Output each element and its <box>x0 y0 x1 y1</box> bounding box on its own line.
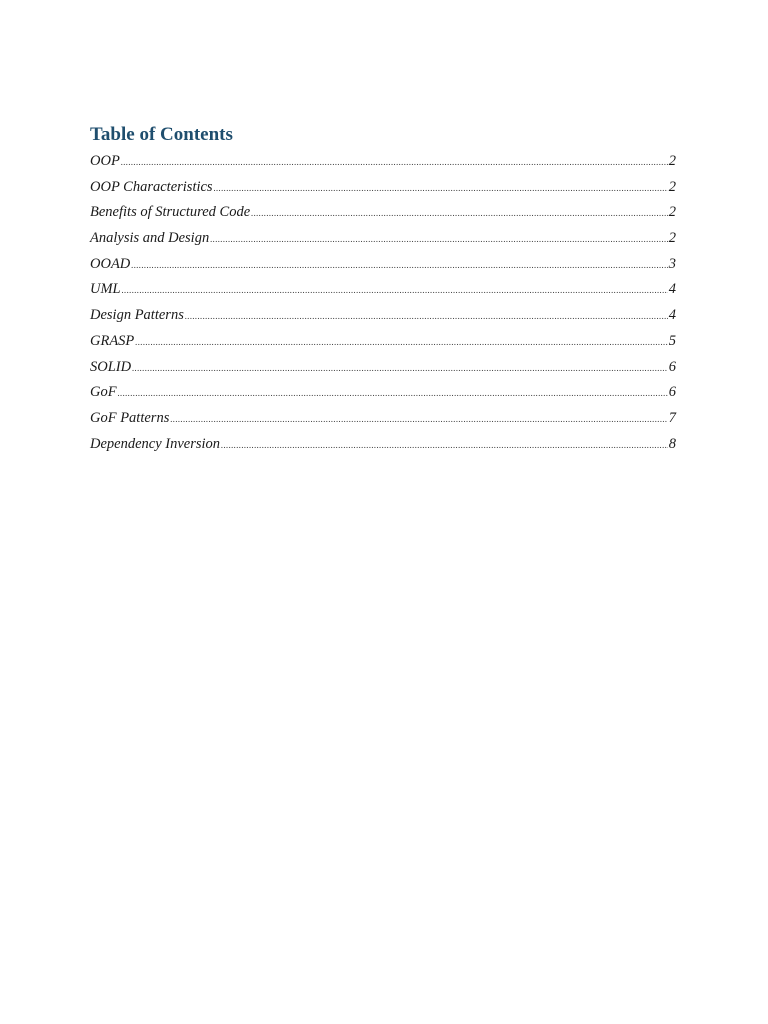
toc-dot-leader <box>122 285 668 295</box>
toc-entry-label: SOLID <box>90 358 132 375</box>
toc-entry-page-number: 3 <box>668 255 676 272</box>
toc-list <box>90 153 676 461</box>
toc-entry-label: GoF Patterns <box>90 409 170 426</box>
toc-dot-leader <box>118 388 668 398</box>
toc-entry-benefits-of-structured-code[interactable] <box>90 204 676 230</box>
toc-entry-page-number: 2 <box>668 204 676 221</box>
toc-entry-page-number: 6 <box>668 384 676 401</box>
toc-entry-label: Design Patterns <box>90 307 184 324</box>
toc-entry-label: UML <box>90 281 121 298</box>
toc-dot-leader <box>121 157 668 167</box>
toc-entry-page-number: 7 <box>668 409 676 426</box>
toc-dot-leader <box>170 414 667 424</box>
toc-title: Table of Contents <box>90 124 233 145</box>
toc-entry-page-number: 2 <box>668 230 676 247</box>
toc-entry-label: GRASP <box>90 332 135 349</box>
toc-entry-grasp[interactable] <box>90 333 676 359</box>
toc-entry-page-number: 8 <box>668 435 676 452</box>
toc-entry-page-number: 2 <box>668 178 676 195</box>
toc-entry-solid[interactable] <box>90 359 676 385</box>
toc-entry-label: Dependency Inversion <box>90 435 221 452</box>
toc-entry-design-patterns[interactable] <box>90 307 676 333</box>
toc-entry-label: OOP Characteristics <box>90 178 213 195</box>
toc-entry-label: Analysis and Design <box>90 230 210 247</box>
toc-entry-uml[interactable] <box>90 281 676 307</box>
toc-dot-leader <box>132 363 668 373</box>
toc-entry-page-number: 5 <box>668 332 676 349</box>
toc-dot-leader <box>214 183 668 193</box>
toc-entry-oop[interactable] <box>90 153 676 179</box>
toc-dot-leader <box>251 208 668 218</box>
toc-entry-label: OOP <box>90 153 120 169</box>
toc-dot-leader <box>221 440 668 450</box>
toc-entry-gof[interactable] <box>90 384 676 410</box>
toc-entry-label: OOAD <box>90 255 131 272</box>
toc-entry-label: Benefits of Structured Code <box>90 204 251 221</box>
toc-entry-ooad[interactable] <box>90 256 676 282</box>
toc-entry-oop-characteristics[interactable] <box>90 179 676 205</box>
toc-entry-label: GoF <box>90 384 117 401</box>
toc-dot-leader <box>185 311 668 321</box>
table-of-contents <box>90 123 676 461</box>
toc-entry-gof-patterns[interactable] <box>90 410 676 436</box>
toc-dot-leader <box>135 337 667 347</box>
toc-entry-page-number: 6 <box>668 358 676 375</box>
toc-entry-page-number: 2 <box>668 153 676 169</box>
toc-dot-leader <box>210 234 668 244</box>
toc-dot-leader <box>131 260 667 270</box>
toc-entry-dependency-inversion[interactable] <box>90 436 676 462</box>
toc-entry-page-number: 4 <box>668 307 676 324</box>
toc-entry-page-number: 4 <box>668 281 676 298</box>
toc-entry-analysis-and-design[interactable] <box>90 230 676 256</box>
